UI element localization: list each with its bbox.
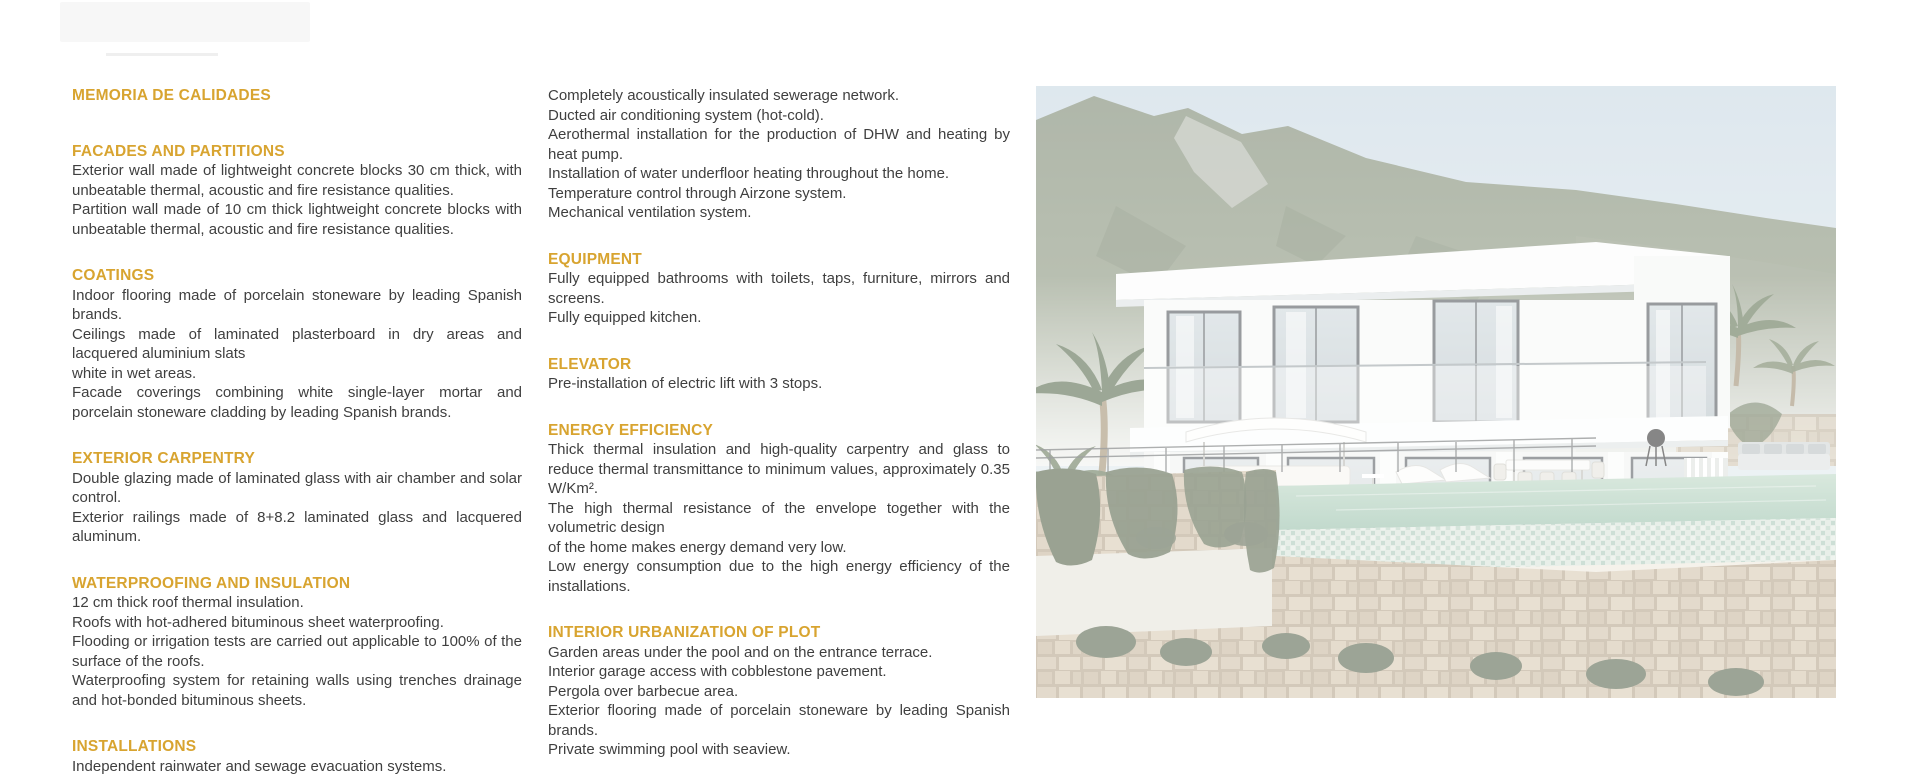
spec-paragraph: Thick thermal insulation and high-quality carpentry and glass to reduce thermal transmittance to minimum values, approximately 0.35 W/Km². [548, 441, 1010, 497]
spec-paragraph: white in wet areas. [72, 364, 197, 382]
section-heading: EXTERIOR CARPENTRY [72, 450, 256, 467]
section-heading: INSTALLATIONS [72, 738, 197, 755]
spec-paragraph: Fully equipped bathrooms with toilets, taps, furniture, mirrors and screens. [548, 270, 1010, 307]
section-heading: FACADES AND PARTITIONS [72, 142, 285, 160]
spec-sections-right [548, 86, 1010, 760]
spec-paragraph: 12 cm thick roof thermal insulation. [72, 594, 304, 611]
spec-paragraph: Independent rainwater and sewage evacuation systems. [72, 757, 447, 775]
section-heading: ENERGY EFFICIENCY [548, 421, 714, 439]
spec-paragraph: Ducted air conditioning system (hot-cold). [548, 106, 824, 124]
spec-paragraph: Interior garage access with cobblestone pavement. [548, 663, 887, 680]
spec-paragraph: Fully equipped kitchen. [548, 309, 702, 326]
spec-paragraph: Roofs with hot-adhered bituminous sheet waterproofing. [72, 613, 444, 631]
villa-render-illustration [1036, 86, 1836, 698]
spec-section [548, 250, 1010, 328]
spec-paragraph: Exterior flooring made of porcelain stoneware by leading Spanish brands. [548, 702, 1010, 739]
spec-paragraph: The high thermal resistance of the envelope together with the volumetric design [548, 499, 1010, 536]
spec-section [548, 355, 1010, 394]
spec-paragraph: Exterior railings made of 8+8.2 laminated glass and lacquered aluminum. [72, 508, 522, 545]
spec-paragraph: Installation of water underfloor heating throughout the home. [548, 165, 950, 182]
section-heading: COATINGS [72, 267, 155, 284]
spec-column-right [548, 86, 1010, 760]
spec-paragraph: Aerothermal installation for the production of DHW and heating by heat pump. [548, 126, 1010, 163]
faded-logo-underline [106, 53, 218, 56]
spec-section [548, 623, 1010, 760]
spec-section [72, 142, 522, 240]
spec-paragraph: Pre-installation of electric lift with 3 stops. [548, 375, 823, 392]
spec-paragraph: Private swimming pool with seaview. [548, 741, 791, 758]
spec-paragraph: Exterior wall made of lightweight concrete blocks 30 cm thick, with unbeatable thermal, acoustic and fire resistance qualities. [72, 162, 522, 199]
section-heading: ELEVATOR [548, 355, 632, 373]
spec-column-left [72, 86, 522, 776]
spec-section [72, 449, 522, 547]
spec-section [72, 266, 522, 422]
section-heading: WATERPROOFING AND INSULATION [72, 574, 351, 592]
section-heading: EQUIPMENT [548, 250, 642, 268]
spec-paragraph: Ceilings made of laminated plasterboard in dry areas and lacquered aluminium slats [72, 325, 522, 362]
spec-paragraph: Mechanical ventilation system. [548, 204, 752, 221]
spec-paragraph: Waterproofing system for retaining walls using trenches drainage and hot-bonded bituminous sheets. [72, 672, 522, 709]
spec-paragraph: Low energy consumption due to the high energy efficiency of the installations. [548, 558, 1010, 595]
spec-paragraph: Facade coverings combining white single-layer mortar and porcelain stoneware cladding by leading Spanish brands. [72, 384, 522, 421]
section-heading: INTERIOR URBANIZATION OF PLOT [548, 624, 821, 641]
faded-logo [60, 2, 310, 42]
spec-paragraph: Flooding or irrigation tests are carried out applicable to 100% of the surface of the roofs. [72, 633, 522, 670]
villa-render-photo [1036, 86, 1836, 698]
spec-paragraph: Indoor flooring made of porcelain stoneware by leading Spanish brands. [72, 286, 522, 323]
spec-paragraph: Garden areas under the pool and on the entrance terrace. [548, 643, 933, 661]
spec-paragraph: Partition wall made of 10 cm thick lightweight concrete blocks with unbeatable thermal, acoustic and fire resistance qualities. [72, 201, 522, 238]
page-title: MEMORIA DE CALIDADES [72, 87, 271, 104]
spec-sections-left [72, 142, 522, 777]
spec-section [548, 86, 1010, 223]
spec-paragraph: Completely acoustically insulated sewerage network. [548, 87, 900, 104]
spec-paragraph: Temperature control through Airzone system. [548, 184, 847, 202]
spec-section [548, 421, 1010, 597]
spec-section [72, 737, 522, 776]
spec-paragraph: Pergola over barbecue area. [548, 682, 739, 700]
spec-paragraph: Double glazing made of laminated glass with air chamber and solar control. [72, 469, 522, 506]
spec-paragraph: of the home makes energy demand very low. [548, 538, 847, 556]
spec-section [72, 574, 522, 711]
